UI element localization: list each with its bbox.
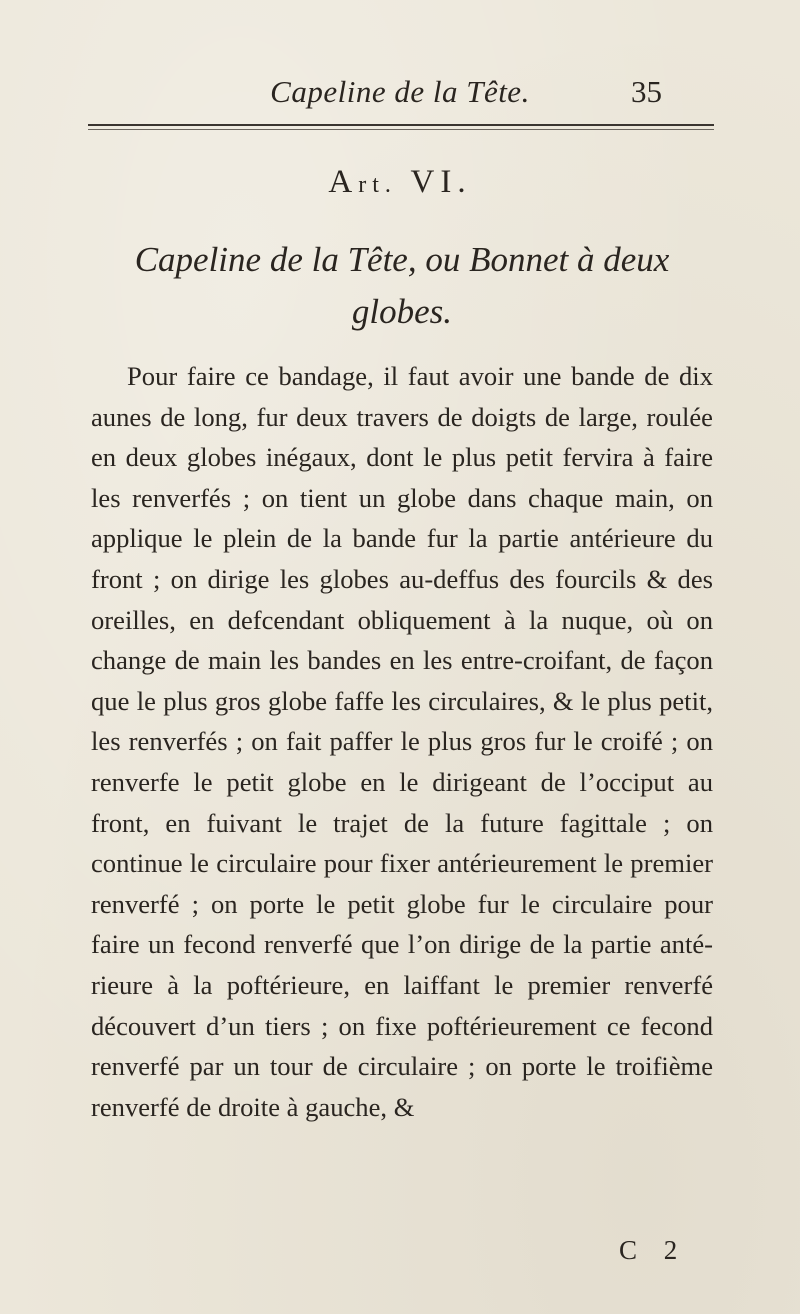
article-label-number: VI. xyxy=(410,164,472,200)
article-label xyxy=(0,164,800,201)
signature-mark: C 2 xyxy=(619,1235,688,1265)
article-label-rest: rt. xyxy=(358,172,397,198)
header-rule xyxy=(88,124,714,126)
section-title: Capeline de la Tête, ou Bonnet à deux globes. xyxy=(134,240,670,331)
body-paragraph: Pour faire ce bandage, il faut avoir une bande de dix aunes de long, fur deux travers de doigts de large, roulée en deux globes inégaux, dont le plus petit fervira à faire les renverfés ; on tient un globe dans chaque main, on applique le plein de la bande fur la partie antérieure du front ; on dirige les globes au-deffus des fourcils & des oreilles, en defcendant obliquement à la nuque, où on change de main les bandes en les entre-croifant, de façon que le plus gros globe faffe les circulaires, & le plus petit, les renverfés ; on fait paffer le plus gros fur le croifé ; on renverfe le petit globe en le dirigeant de l’occiput au front, en fuivant le trajet de la future fagittale ; on continue le circulaire pour fixer antérieurement le premier renverfé ; on porte le petit globe fur le circulaire pour faire un fecond renverfé que l’on dirige de la partie antérieure à la poftérieure, en laiffant le premier renverfé découvert d’un tiers ; on fixe poftérieurement ce fecond renverfé par un tour de circulaire ; on porte le troifième renverfé de droite à gauche, & xyxy=(91,361,713,1122)
page-number: 35 xyxy=(631,74,662,109)
body-text xyxy=(91,356,713,1127)
article-label-initial: A xyxy=(328,164,359,200)
running-head xyxy=(0,74,800,118)
header-rule-thin xyxy=(88,129,714,130)
running-title: Capeline de la Tête. xyxy=(270,74,530,109)
